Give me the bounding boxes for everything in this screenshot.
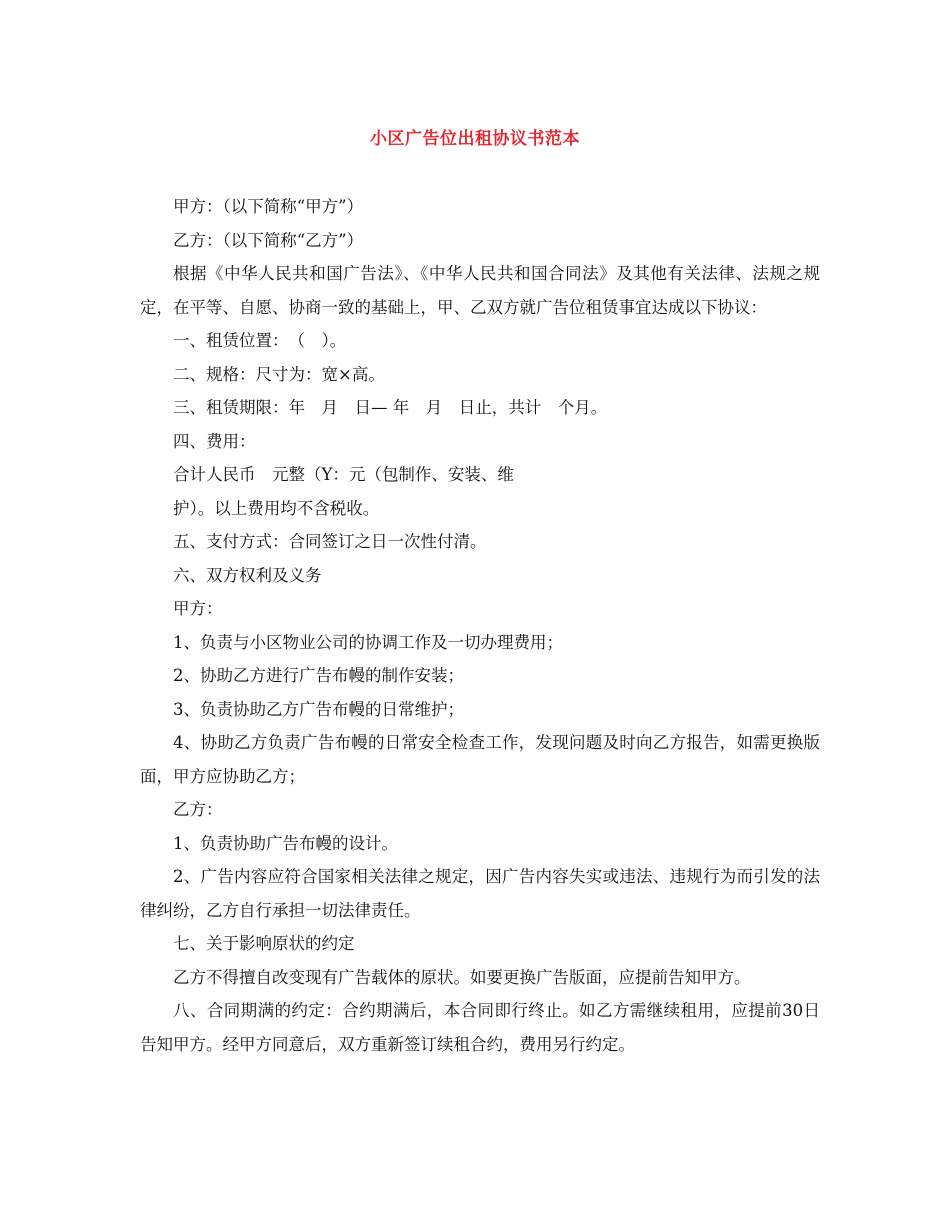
- party-a-line: 甲方：（以下简称“甲方”）: [173, 197, 364, 216]
- clause-lease-term: 三、租赁期限：年 月 日— 年 月 日止，共计 个月。: [173, 398, 608, 417]
- clause-original-state-text: 乙方不得擅自改变现有广告载体的原状。如要更换广告版面，应提前告知甲方。: [173, 967, 751, 987]
- party-a-duty-item: 1、负责与小区物业公司的协调工作及一切办理费用；: [173, 632, 563, 652]
- party-a-duties-heading: 甲方：: [173, 599, 223, 618]
- party-b-duties-heading: 乙方：: [173, 800, 223, 819]
- clause-payment-method: 五、支付方式：合同签订之日一次性付清。: [173, 532, 487, 551]
- clause-fees-heading: 四、费用：: [173, 431, 256, 451]
- preamble-paragraph: 根据《中华人民共和国广告法》、《中华人民共和国合同法》及其他有关法律、法规之规定，在平等、自愿、协商一致的基础上，甲、乙双方就广告位租赁事宜达成以下协议：: [140, 264, 820, 317]
- party-a-duty-item: 4、协助乙方负责广告布幔的日常安全检查工作，发现问题及时向乙方报告，如需更换版面，甲方应协助乙方；: [140, 733, 820, 786]
- party-b-duty-item: 2、广告内容应符合国家相关法律之规定，因广告内容失实或违法、违规行为而引发的法律纠纷，乙方自行承担一切法律责任。: [140, 867, 820, 920]
- document-body: [140, 190, 820, 1061]
- party-a-duty-item: 3、负责协助乙方广告布幔的日常维护；: [173, 699, 464, 719]
- clause-lease-location: 一、租赁位置： （ ）。: [173, 331, 347, 350]
- party-a-duty-item: 2、协助乙方进行广告布幔的制作安装；: [173, 666, 464, 685]
- clause-original-state-heading: 七、关于影响原状的约定: [173, 934, 355, 953]
- clause-specification: 二、规格：尺寸为：宽×高。: [173, 364, 385, 384]
- clause-fees-amount: 合计人民币 元整（Y：元（包制作、安装、维: [173, 465, 514, 484]
- clause-fees-note: 护）。以上费用均不含税收。: [173, 498, 380, 518]
- clause-contract-expiry: 八、合同期满的约定：合约期满后，本合同即行终止。如乙方需继续租用，应提前30日告知甲方。经甲方同意后，双方重新签订续租合约，费用另行约定。: [140, 1001, 820, 1054]
- document-title: 小区广告位出租协议书范本: [370, 129, 580, 149]
- party-b-duty-item: 1、负责协助广告布幔的设计。: [173, 833, 398, 853]
- clause-rights-obligations-heading: 六、双方权利及义务: [173, 565, 322, 585]
- party-b-line: 乙方：（以下简称“乙方”）: [173, 230, 364, 250]
